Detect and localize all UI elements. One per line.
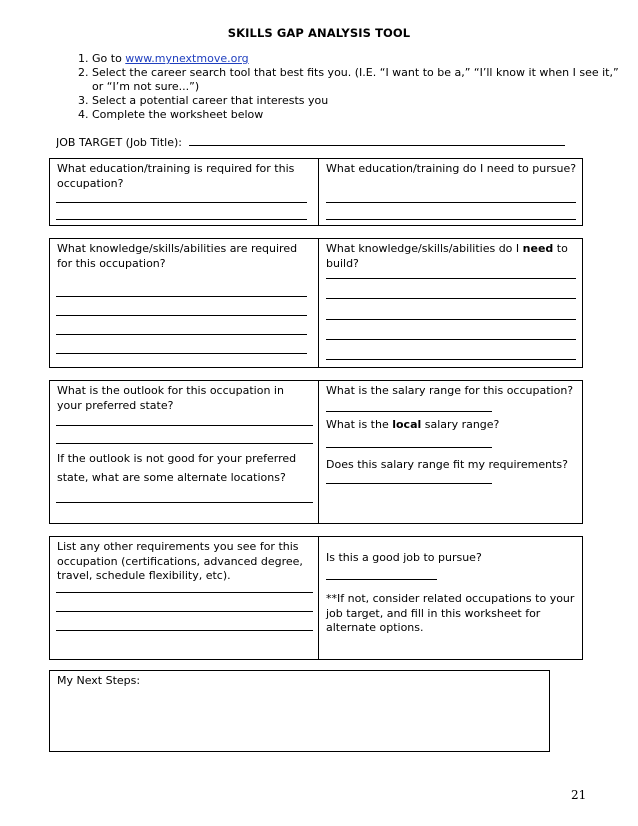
other-requirements-cell — [50, 537, 318, 659]
education-needed-line-1[interactable] — [326, 202, 576, 203]
other-requirements-box — [49, 536, 583, 660]
other-requirements-line-2[interactable] — [56, 611, 313, 612]
job-target-field[interactable] — [189, 135, 565, 146]
step-2: 2. Select the career search tool that best fits you. (I.E. “I want to be a,” “I’ll know it when I see it,” or “I’m not sure...”) — [92, 66, 632, 94]
knowledge-needed-question — [326, 242, 578, 271]
step-4: 4. Complete the worksheet below — [92, 108, 632, 122]
knowledge-required-line-1[interactable] — [56, 296, 307, 297]
outlook-line-2[interactable] — [56, 443, 313, 444]
other-requirements-line-1[interactable] — [56, 592, 313, 593]
mynextmove-link[interactable]: www.mynextmove.org — [125, 52, 249, 65]
alternate-locations-line[interactable] — [56, 502, 313, 503]
alternate-locations-question-2: state, what are some alternate locations? — [57, 471, 286, 484]
step-1-text: Go to — [92, 52, 126, 65]
page-number: 21 — [571, 788, 587, 802]
next-steps-label: My Next Steps: — [57, 674, 141, 687]
knowledge-needed-line-4[interactable] — [326, 339, 576, 340]
good-job-line[interactable] — [326, 579, 437, 580]
knowledge-needed-text-2: to build? — [326, 242, 568, 270]
job-target-row — [56, 135, 596, 149]
salary-range-line[interactable] — [326, 411, 492, 412]
knowledge-required-cell — [50, 239, 318, 367]
local-salary-emphasis: local — [392, 418, 422, 431]
knowledge-needed-line-1[interactable] — [326, 278, 576, 279]
salary-fit-question: Does this salary range fit my requirements? — [326, 458, 568, 471]
outlook-salary-box — [49, 380, 583, 524]
good-job-question: Is this a good job to pursue? — [326, 551, 482, 564]
knowledge-needed-emphasis: need — [522, 242, 554, 255]
instructions-list — [56, 52, 632, 122]
knowledge-required-line-4[interactable] — [56, 353, 307, 354]
education-required-cell — [50, 159, 318, 225]
education-required-line-1[interactable] — [56, 202, 307, 203]
local-salary-text-1: What is the — [326, 418, 393, 431]
job-target-label: JOB TARGET (Job Title): — [56, 136, 182, 149]
related-occupations-note: **If not, consider related occupations to your job target, and fill in this worksheet for alternate options. — [326, 592, 575, 634]
knowledge-required-line-2[interactable] — [56, 315, 307, 316]
local-salary-text-2: salary range? — [421, 418, 500, 431]
local-salary-line[interactable] — [326, 447, 492, 448]
alternate-locations-question-1: If the outlook is not good for your preferred — [57, 452, 297, 465]
knowledge-needed-text-1: What knowledge/skills/abilities do I — [326, 242, 523, 255]
salary-fit-line[interactable] — [326, 483, 492, 484]
education-needed-cell — [319, 159, 584, 225]
step-1 — [92, 52, 632, 66]
education-needed-line-2[interactable] — [326, 219, 576, 220]
column-divider — [318, 537, 319, 659]
other-requirements-question: List any other requirements you see for this occupation (certifications, advanced degree, travel, schedule flexibility, etc). — [57, 540, 303, 582]
knowledge-needed-cell — [319, 239, 584, 367]
outlook-line-1[interactable] — [56, 425, 313, 426]
other-requirements-line-3[interactable] — [56, 630, 313, 631]
knowledge-needed-line-2[interactable] — [326, 298, 576, 299]
local-salary-question — [326, 418, 499, 432]
knowledge-skills-box — [49, 238, 583, 368]
knowledge-required-question: What knowledge/skills/abilities are required for this occupation? — [57, 242, 298, 270]
education-box — [49, 158, 583, 226]
next-steps-box[interactable] — [49, 670, 550, 752]
step-3: 3. Select a potential career that interests you — [92, 94, 632, 108]
knowledge-needed-line-5[interactable] — [326, 359, 576, 360]
education-required-question: What education/training is required for this occupation? — [57, 162, 295, 190]
salary-range-question: What is the salary range for this occupation? — [326, 384, 574, 397]
column-divider — [318, 381, 319, 523]
education-needed-question: What education/training do I need to pursue? — [326, 162, 577, 175]
outlook-question: What is the outlook for this occupation in your preferred state? — [57, 384, 284, 412]
education-required-line-2[interactable] — [56, 219, 307, 220]
knowledge-required-line-3[interactable] — [56, 334, 307, 335]
knowledge-needed-line-3[interactable] — [326, 319, 576, 320]
page-title: SKILLS GAP ANALYSIS TOOL — [227, 26, 411, 40]
